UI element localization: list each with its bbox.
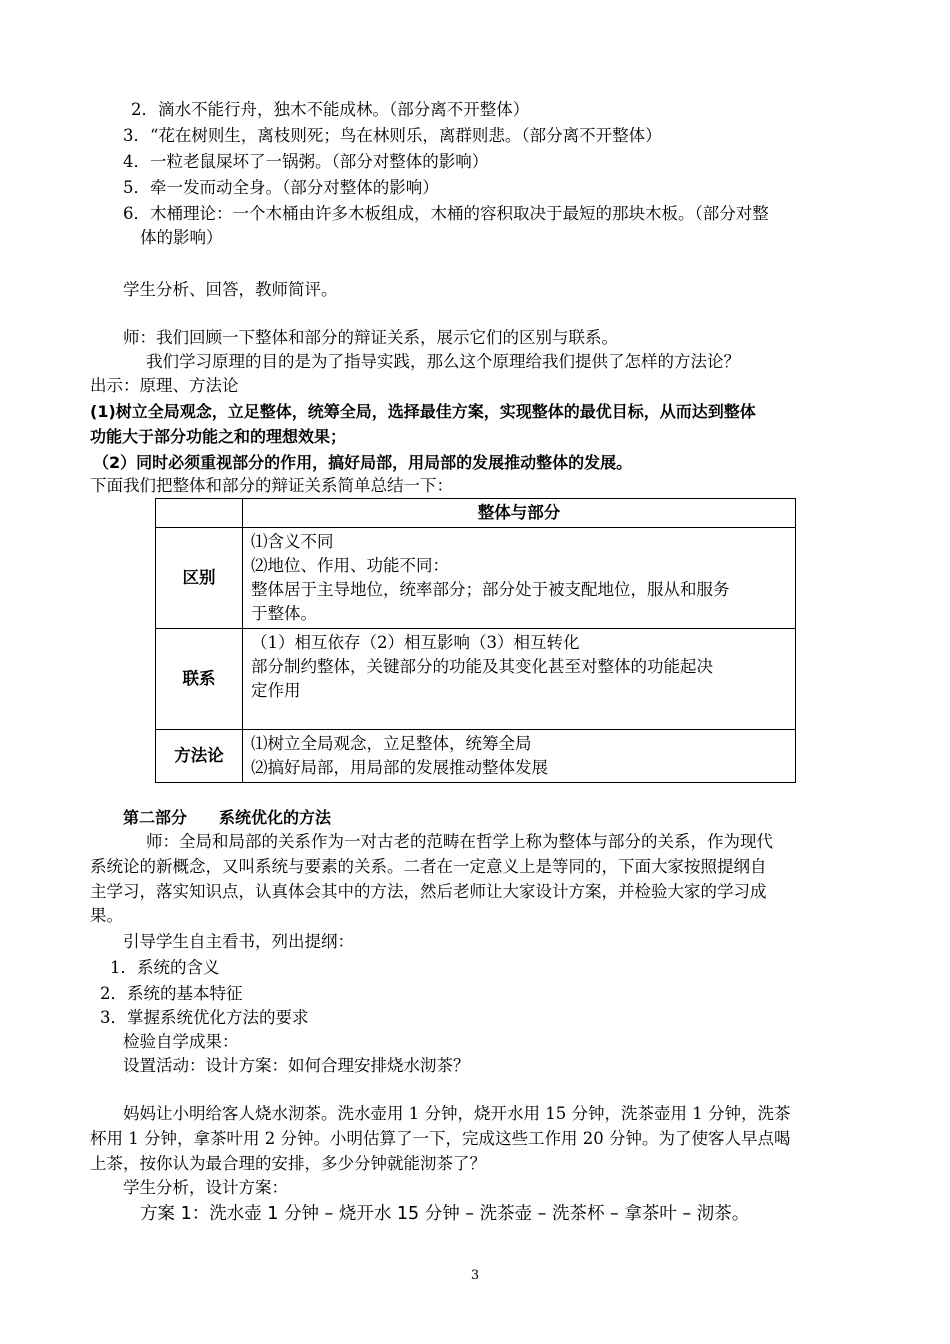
problem-line: 杯用 1 分钟，拿茶叶用 2 分钟。小明估算了一下，完成这些工作用 20 分钟。为了使客人早点喝 [90, 1129, 791, 1148]
method-1-line-2: 功能大于部分功能之和的理想效果； [90, 427, 347, 446]
table-line: （1）相互依存（2）相互影响（3）相互转化 [251, 633, 580, 652]
paragraph-line: 主学习，落实知识点，认真体会其中的方法，然后老师让大家设计方案，并检验大家的学习成 [90, 882, 767, 901]
table-line: 整体居于主导地位，统率部分；部分处于被支配地位，服从和服务 [251, 580, 730, 599]
part2-title: 第二部分 系统优化的方法 [123, 808, 332, 827]
row-content-methodology [243, 730, 796, 783]
teacher-review: 师：我们回顾一下整体和部分的辩证关系，展示它们的区别与联系。 [123, 328, 618, 347]
page-number: 3 [470, 1268, 480, 1283]
method-2: （2）同时必须重视部分的作用，搞好局部，用局部的发展推动整体的发展。 [93, 453, 633, 472]
table-line: 部分制约整体，关键部分的功能及其变化甚至对整体的功能起决 [251, 657, 713, 676]
table-line: 于整体。 [251, 604, 317, 623]
list-item: 4．一粒老鼠屎坏了一锅粥。（部分对整体的影响） [123, 152, 489, 171]
table-line: ⑴树立全局观念，立足整体，统筹全局 [251, 734, 532, 753]
table-line: ⑴含义不同 [251, 532, 334, 551]
summary-intro: 下面我们把整体和部分的辩证关系简单总结一下： [90, 476, 453, 495]
table-line: ⑵地位、作用、功能不同： [251, 556, 449, 575]
table-corner-cell [156, 499, 243, 528]
list-item-continuation: 体的影响） [140, 228, 223, 247]
row-label-connection: 联系 [156, 629, 243, 730]
problem-line: 妈妈让小明给客人烧水沏茶。洗水壶用 1 分钟，烧开水用 15 分钟，洗茶壶用 1 分钟，洗茶 [123, 1104, 791, 1123]
table-row [156, 528, 796, 629]
list-item: 5．牵一发而动全身。（部分对整体的影响） [123, 178, 439, 197]
row-label-difference: 区别 [156, 528, 243, 629]
design-text: 学生分析，设计方案： [123, 1178, 288, 1197]
method-1-line-1: (1)树立全局观念，立足整体，统筹全局，选择最佳方案，实现整体的最优目标，从而达到整体 [90, 402, 756, 421]
student-analysis: 学生分析、回答，教师简评。 [123, 280, 338, 299]
row-content-difference [243, 528, 796, 629]
list-item: 2．滴水不能行舟，独木不能成林。（部分离不开整体） [131, 100, 530, 119]
list-item: 3．“花在树则生，离枝则死；鸟在林则乐，离群则悲。（部分离不开整体） [123, 126, 662, 145]
purpose-question: 我们学习原理的目的是为了指导实践，那么这个原理给我们提供了怎样的方法论？ [146, 352, 740, 371]
table-line: 定作用 [251, 681, 301, 700]
problem-line: 上茶，按你认为最合理的安排，多少分钟就能沏茶了？ [90, 1154, 486, 1173]
outline-item: 3．掌握系统优化方法的要求 [100, 1008, 309, 1027]
check-text: 检验自学成果： [123, 1032, 239, 1051]
outline-item: 1．系统的含义 [110, 958, 220, 977]
paragraph-line: 果。 [90, 906, 123, 925]
activity-text: 设置活动：设计方案：如何合理安排烧水沏茶？ [123, 1056, 470, 1075]
list-item: 6．木桶理论：一个木桶由许多木板组成，木桶的容积取决于最短的那块木板。（部分对整 [123, 204, 769, 223]
table-row [156, 629, 796, 730]
row-content-connection [243, 629, 796, 730]
show-label: 出示：原理、方法论 [90, 376, 239, 395]
table-line: ⑵搞好局部，用局部的发展推动整体发展 [251, 758, 548, 777]
row-label-methodology: 方法论 [156, 730, 243, 783]
summary-table [155, 498, 796, 783]
guide-text: 引导学生自主看书，列出提纲： [123, 932, 354, 951]
paragraph-line: 师：全局和局部的关系作为一对古老的范畴在哲学上称为整体与部分的关系，作为现代 [146, 832, 773, 851]
table-row [156, 730, 796, 783]
outline-item: 2．系统的基本特征 [100, 984, 243, 1003]
paragraph-line: 系统论的新概念，又叫系统与要素的关系。二者在一定意义上是等同的，下面大家按照提纲自 [90, 857, 767, 876]
table-header: 整体与部分 [243, 499, 796, 528]
plan-1: 方案 1：洗水壶 1 分钟 – 烧开水 15 分钟 – 洗茶壶 – 洗茶杯 – 拿茶叶 – 沏茶。 [140, 1204, 750, 1224]
table-header-row [156, 499, 796, 528]
